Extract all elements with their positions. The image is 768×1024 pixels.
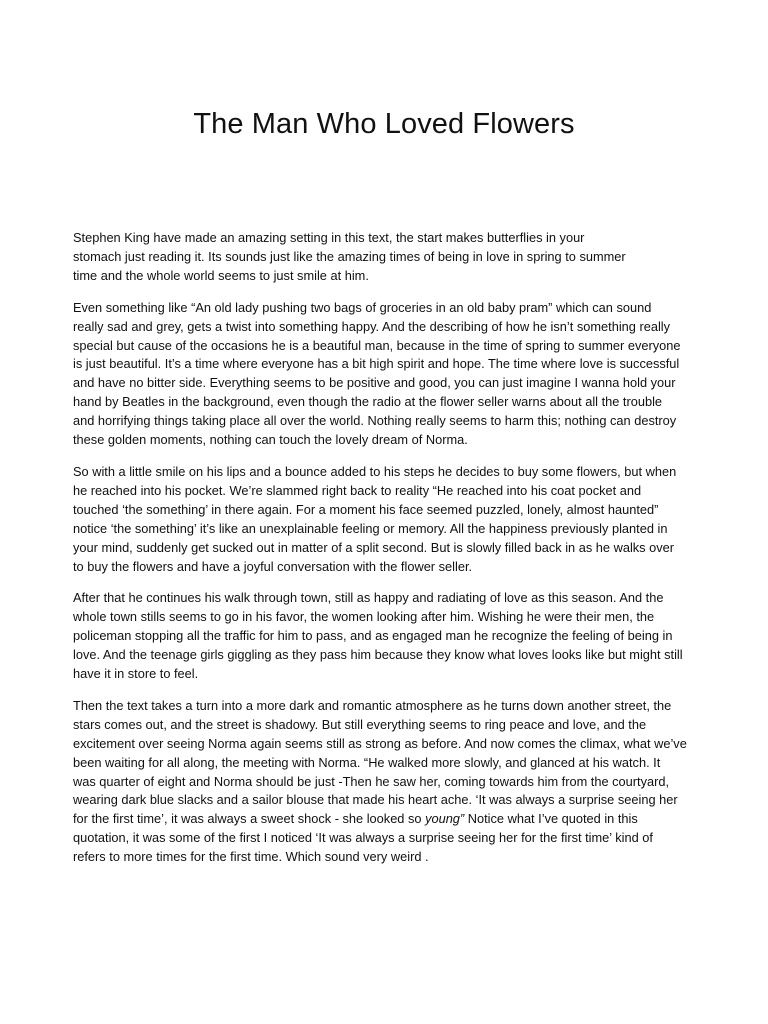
text-segment: for the first time’, it was always a sweet shock - she looked so [73, 811, 426, 827]
text-line: love. And the teenage girls giggling as they pass him because they know what loves looks like but might still [73, 647, 683, 663]
text-line: time and the whole world seems to just smile at him. [73, 267, 369, 283]
text-line: refers to more times for the first time. Which sound very weird . [73, 849, 429, 865]
text-line: hand by Beatles in the background, even though the radio at the flower seller warns about all the trouble [73, 394, 663, 410]
text-line: stars comes out, and the street is shadowy. But still everything seems to ring peace and love, and the [73, 716, 647, 732]
text-line: excitement over seeing Norma again seems still as strong as before. And now comes the climax, what we’ve [73, 735, 687, 751]
italic-quote-word: young” [425, 811, 465, 827]
text-segment: Notice what I’ve quoted in this [464, 811, 638, 827]
text-line: have it in store to feel. [73, 666, 199, 682]
text-line: quotation, it was some of the first I noticed ‘It was always a surprise seeing her for the first time’ kind of [73, 830, 653, 846]
text-line: After that he continues his walk through town, still as happy and radiating of love as this season. And the [73, 590, 664, 606]
text-line: So with a little smile on his lips and a bounce added to his steps he decides to buy some flowers, but when [73, 463, 677, 479]
paragraph-5 [73, 697, 701, 867]
text-line: these golden moments, nothing can touch the lovely dream of Norma. [73, 432, 468, 448]
text-line: your mind, suddenly get sucked out in matter of a split second. But is slowly filled back in as he walks over [73, 539, 675, 555]
text-line: special but cause of the occasions he is a beautiful man, because in the time of spring to summer everyone [73, 337, 681, 353]
text-line: to buy the flowers and have a joyful conversation with the flower seller. [73, 558, 473, 574]
text-line: he reached into his pocket. We’re slammed right back to reality “He reached into his coat pocket and [73, 482, 642, 498]
text-line: really sad and grey, gets a twist into something happy. And the describing of how he isn’t something really [73, 318, 671, 334]
text-line: been waiting for all along, the meeting with Norma. “He walked more slowly, and glanced at his watch. It [73, 754, 661, 770]
paragraph-3 [73, 463, 701, 576]
document-title: The Man Who Loved Flowers [193, 108, 575, 140]
text-line: Then the text takes a turn into a more dark and romantic atmosphere as he turns down another street, the [73, 697, 672, 713]
text-line: wearing dark blue slacks and a sailor blouse that made his heart ache. ‘It was always a surprise seeing her [73, 792, 678, 808]
text-line: and horrifying things taking place all over the world. Nothing really seems to harm this; nothing can destroy [73, 413, 677, 429]
text-line: stomach just reading it. Its sounds just like the amazing times of being in love in spring to summer [73, 248, 626, 264]
text-line-with-italic [73, 810, 701, 829]
paragraph-1 [73, 229, 701, 286]
text-line: is just beautiful. It’s a time where everyone has a bit high spirit and hope. The time where love is successful [73, 356, 680, 372]
text-line: whole town stills seems to go in his favor, the women looking after him. Wishing he were their men, the [73, 609, 655, 625]
text-line: policeman stopping all the traffic for him to pass, and as engaged man he recognize the feeling of being in [73, 628, 673, 644]
document-body [73, 229, 701, 880]
text-line: Stephen King have made an amazing setting in this text, the start makes butterflies in your [73, 230, 585, 245]
paragraph-4 [73, 589, 701, 684]
paragraph-2 [73, 299, 701, 450]
text-line: Even something like “An old lady pushing two bags of groceries in an old baby pram” which can sound [73, 299, 652, 315]
text-line: notice ‘the something’ it’s like an unexplainable feeling or memory. All the happiness previously planted in [73, 520, 668, 536]
text-line: and have no bitter side. Everything seems to be positive and good, you can just imagine I wanna hold your [73, 375, 676, 391]
text-line: was quarter of eight and Norma should be just -Then he saw her, coming towards him from the courtyard, [73, 773, 670, 789]
text-line: touched ‘the something’ in there again. For a moment his face seemed puzzled, lonely, almost haunted” [73, 501, 659, 517]
